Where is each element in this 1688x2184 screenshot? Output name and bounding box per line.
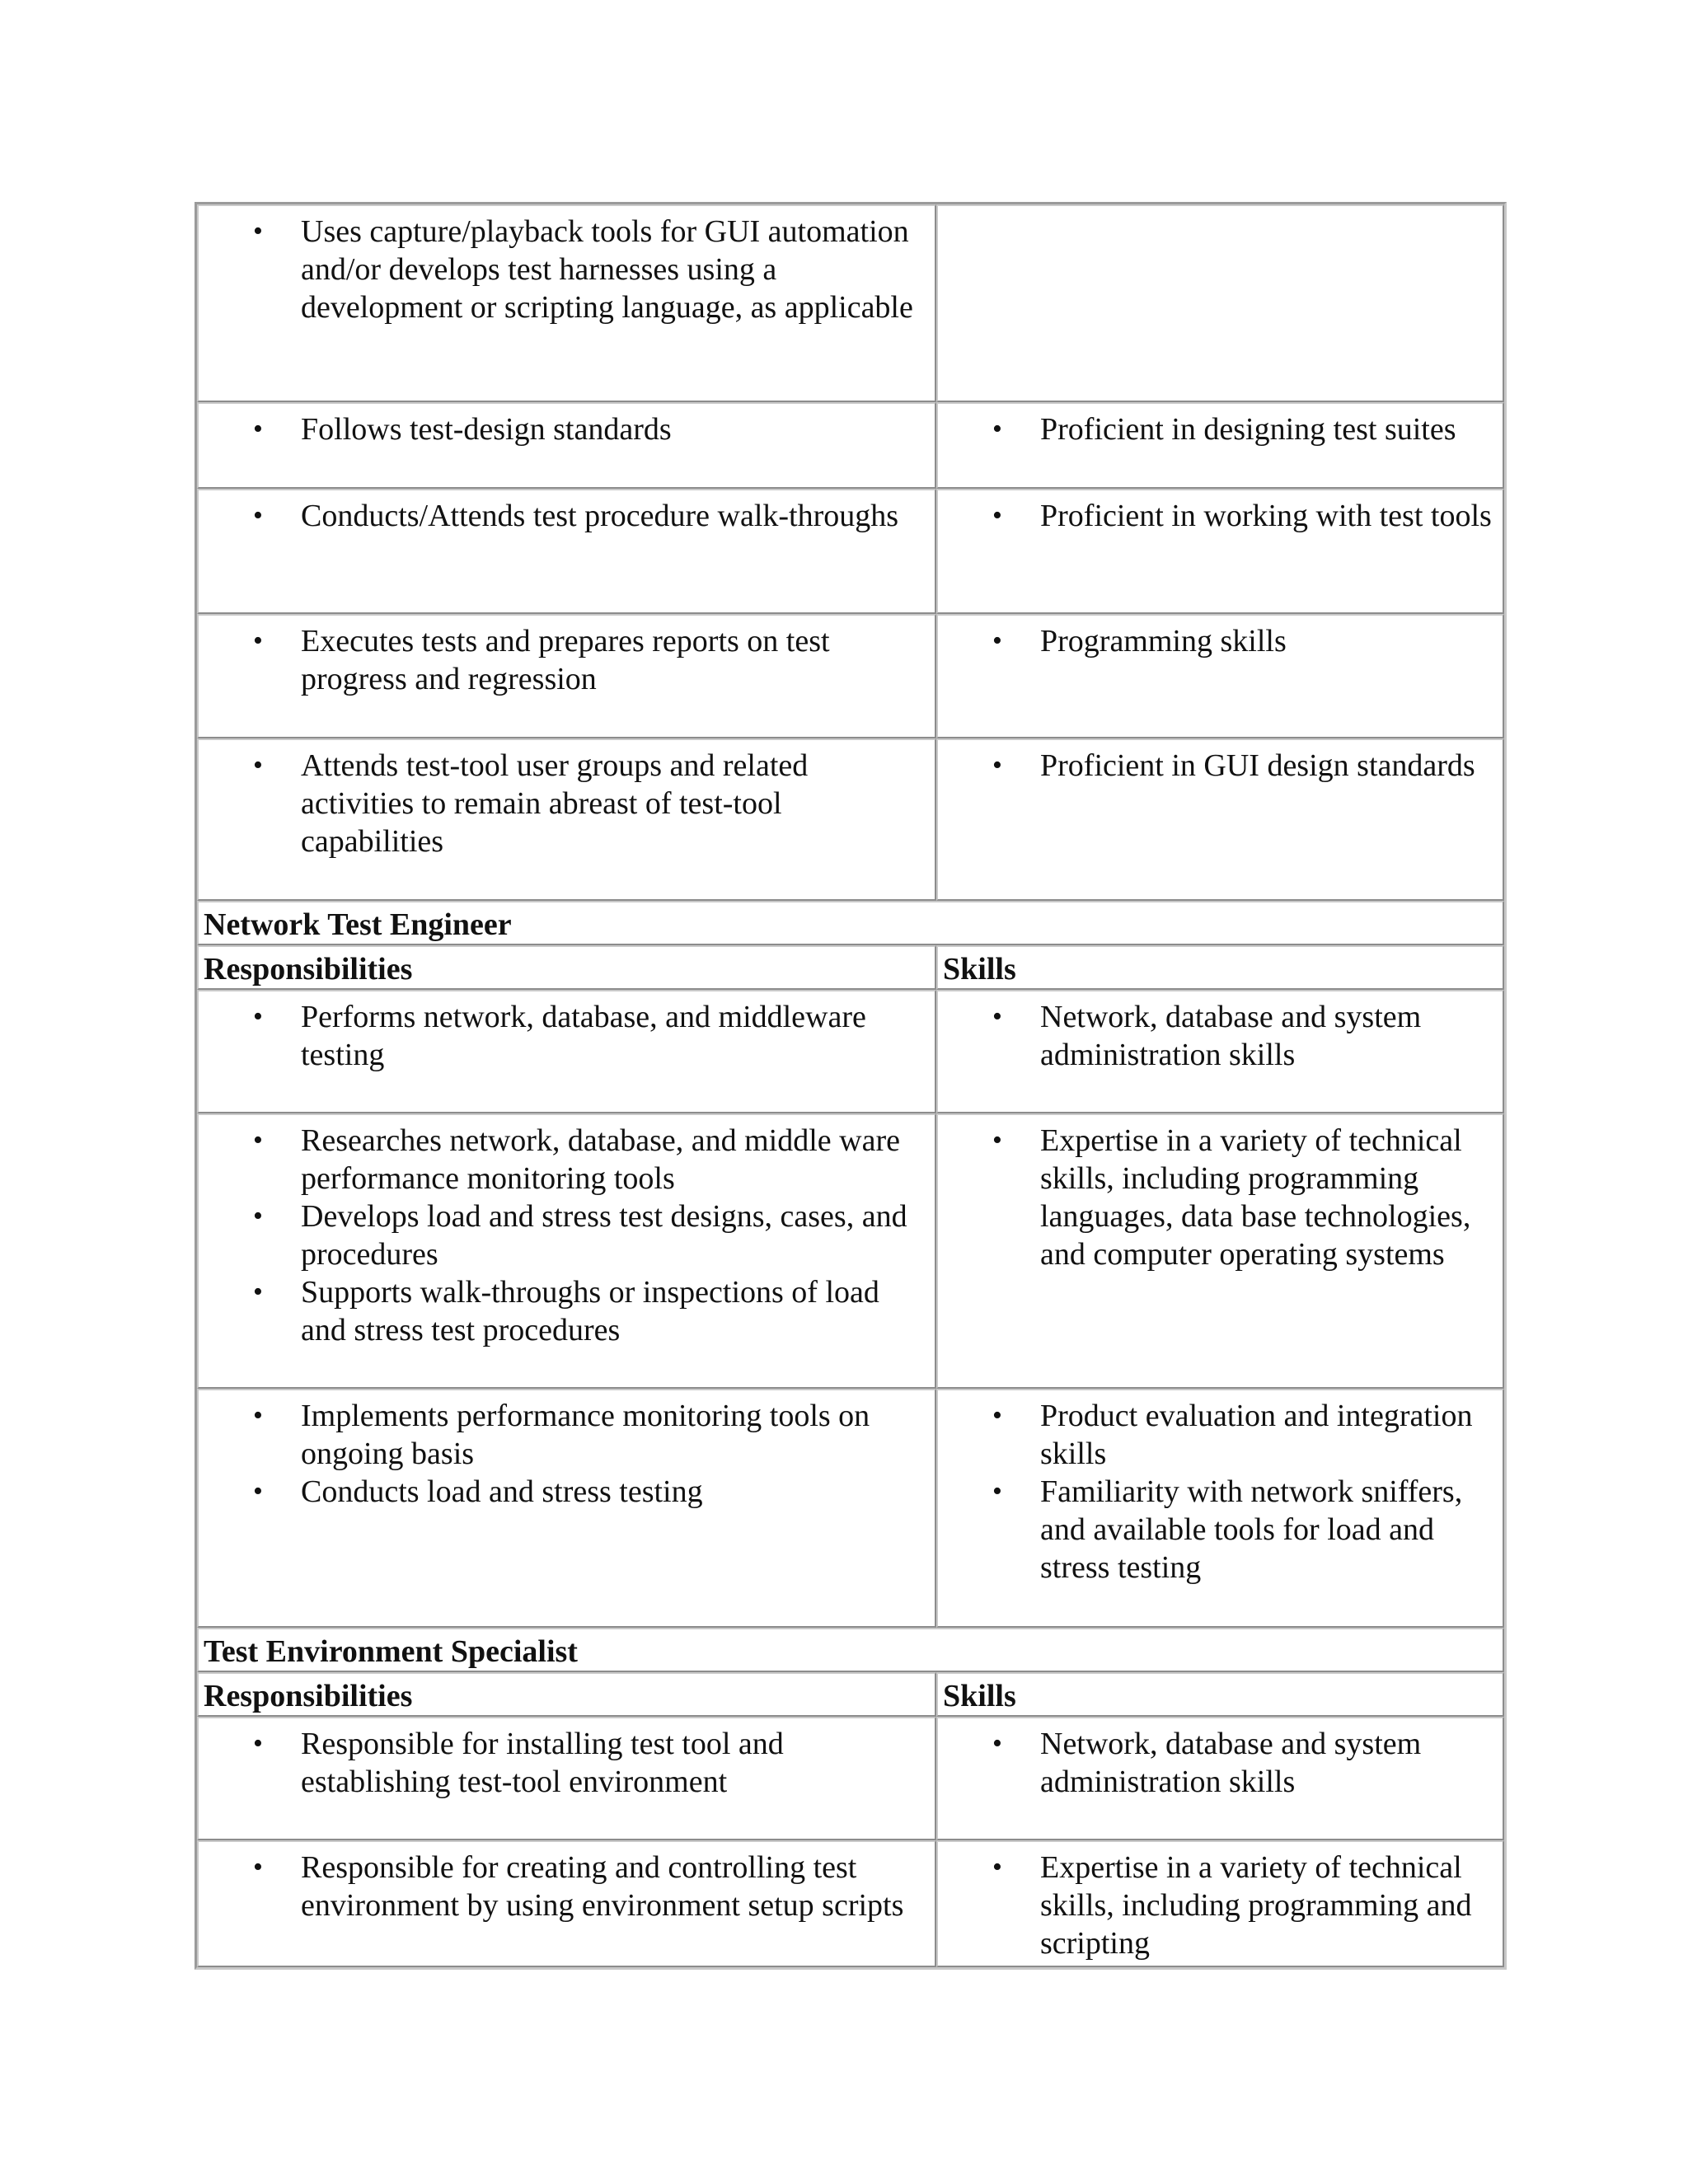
responsibilities-cell — [197, 1389, 936, 1628]
skills-cell — [936, 489, 1504, 614]
bullet-list — [199, 1725, 935, 1801]
responsibilities-header: Responsibilities — [197, 1672, 936, 1717]
list-item-text: Follows test-design standards — [301, 412, 672, 447]
bullet-icon: • — [992, 414, 1002, 444]
list-item — [199, 1397, 926, 1473]
list-item — [199, 998, 926, 1074]
bullet-list — [199, 1849, 935, 1924]
skills-cell — [936, 1389, 1504, 1628]
bullet-list — [199, 410, 935, 448]
list-item — [938, 622, 1494, 660]
column-header-row — [197, 945, 1504, 990]
list-item — [938, 998, 1494, 1074]
list-item-text: Conducts/Attends test procedure walk-throughs — [301, 499, 899, 533]
list-item-text: Proficient in working with test tools — [1040, 499, 1492, 533]
list-item-text: Uses capture/playback tools for GUI automation and/or develops test harnesses using a development or scripting language, as applicable — [301, 214, 913, 325]
bullet-list — [199, 747, 935, 860]
list-item — [199, 1197, 926, 1273]
bullet-list — [938, 497, 1503, 535]
list-item-text: Performs network, database, and middleware testing — [301, 1000, 866, 1072]
list-item-text: Proficient in GUI design standards — [1040, 748, 1475, 783]
table-row — [197, 402, 1504, 489]
list-item-text: Programming skills — [1040, 624, 1287, 658]
list-item — [199, 1273, 926, 1349]
list-item — [938, 410, 1494, 448]
list-item — [199, 410, 926, 448]
list-item-text: Expertise in a variety of technical skills, including programming languages, data base technologies, and computer operating systems — [1040, 1123, 1471, 1272]
skills-cell — [936, 204, 1504, 402]
bullet-list — [938, 998, 1503, 1074]
list-item-text: Network, database and system administration skills — [1040, 1727, 1422, 1799]
bullet-icon: • — [253, 1400, 263, 1431]
bullet-icon: • — [253, 216, 263, 246]
skills-cell — [936, 1113, 1504, 1389]
skills-cell — [936, 1840, 1504, 1967]
bullet-icon: • — [992, 750, 1002, 780]
list-item — [938, 1473, 1494, 1586]
list-item-text: Attends test-tool user groups and related activities to remain abreast of test-tool capabilities — [301, 748, 809, 859]
skills-header: Skills — [936, 1672, 1504, 1717]
bullet-icon: • — [253, 1728, 263, 1759]
list-item-text: Network, database and system administration skills — [1040, 1000, 1422, 1072]
bullet-icon: • — [253, 1125, 263, 1155]
roles-table — [195, 202, 1507, 1970]
bullet-icon: • — [253, 626, 263, 656]
bullet-icon: • — [992, 1728, 1002, 1759]
table-row — [197, 1840, 1504, 1967]
bullet-icon: • — [992, 1476, 1002, 1507]
responsibilities-cell — [197, 1113, 936, 1389]
bullet-list — [199, 213, 935, 326]
skills-cell — [936, 402, 1504, 489]
list-item-text: Implements performance monitoring tools on ongoing basis — [301, 1399, 870, 1471]
list-item — [938, 1849, 1494, 1961]
responsibilities-cell — [197, 614, 936, 738]
table-row — [197, 614, 1504, 738]
bullet-icon: • — [992, 1400, 1002, 1431]
list-item-text: Executes tests and prepares reports on test progress and regression — [301, 624, 830, 696]
table-row — [197, 204, 1504, 402]
list-item — [199, 1725, 926, 1801]
bullet-list — [938, 1725, 1503, 1801]
responsibilities-cell — [197, 402, 936, 489]
list-item — [938, 747, 1494, 785]
responsibilities-cell — [197, 1840, 936, 1967]
list-item-text: Researches network, database, and middle ware performance monitoring tools — [301, 1123, 900, 1196]
responsibilities-cell — [197, 204, 936, 402]
bullet-list — [199, 622, 935, 698]
list-item-text: Responsible for creating and controlling test environment by using environment setup scripts — [301, 1850, 904, 1923]
list-item — [938, 1397, 1494, 1473]
section-title: Network Test Engineer — [197, 901, 1504, 945]
list-item-text: Develops load and stress test designs, cases, and procedures — [301, 1199, 907, 1272]
list-item — [938, 1725, 1494, 1801]
bullet-icon: • — [253, 500, 263, 531]
skills-header: Skills — [936, 945, 1504, 990]
responsibilities-cell — [197, 990, 936, 1113]
list-item-text: Conducts load and stress testing — [301, 1474, 703, 1509]
bullet-icon: • — [253, 750, 263, 780]
bullet-icon: • — [253, 1476, 263, 1507]
list-item — [199, 497, 926, 535]
bullet-list — [938, 1122, 1503, 1273]
bullet-icon: • — [253, 414, 263, 444]
bullet-icon: • — [253, 1277, 263, 1307]
responsibilities-cell — [197, 1717, 936, 1840]
bullet-list — [938, 410, 1503, 448]
bullet-icon: • — [992, 1852, 1002, 1882]
bullet-list — [199, 497, 935, 535]
bullet-list — [938, 1397, 1503, 1586]
bullet-icon: • — [992, 1125, 1002, 1155]
table-row — [197, 1113, 1504, 1389]
bullet-icon: • — [992, 500, 1002, 531]
column-header-row — [197, 1672, 1504, 1717]
list-item — [199, 622, 926, 698]
list-item — [199, 1122, 926, 1197]
section-title-row — [197, 901, 1504, 945]
list-item-text: Proficient in designing test suites — [1040, 412, 1456, 447]
responsibilities-cell — [197, 489, 936, 614]
bullet-list — [938, 1849, 1503, 1961]
bullet-icon: • — [253, 1201, 263, 1231]
table-row — [197, 1717, 1504, 1840]
table-row — [197, 990, 1504, 1113]
skills-cell — [936, 990, 1504, 1113]
bullet-list — [938, 622, 1503, 660]
list-item — [199, 1473, 926, 1511]
section-title: Test Environment Specialist — [197, 1628, 1504, 1672]
skills-cell — [936, 1717, 1504, 1840]
list-item-text: Expertise in a variety of technical skills, including programming and scripting — [1040, 1850, 1472, 1961]
table-body — [197, 204, 1504, 1967]
list-item-text: Responsible for installing test tool and establishing test-tool environment — [301, 1727, 784, 1799]
list-item — [199, 1849, 926, 1924]
list-item — [938, 497, 1494, 535]
bullet-list — [938, 747, 1503, 785]
list-item — [199, 213, 926, 326]
bullet-list — [199, 998, 935, 1074]
bullet-list — [199, 1397, 935, 1511]
responsibilities-cell — [197, 738, 936, 901]
section-title-row — [197, 1628, 1504, 1672]
bullet-icon: • — [992, 626, 1002, 656]
bullet-icon: • — [253, 1852, 263, 1882]
bullet-list — [199, 1122, 935, 1349]
bullet-icon: • — [992, 1001, 1002, 1032]
list-item-text: Familiarity with network sniffers, and available tools for load and stress testing — [1040, 1474, 1463, 1585]
skills-cell — [936, 614, 1504, 738]
table-row — [197, 1389, 1504, 1628]
list-item — [938, 1122, 1494, 1273]
list-item-text: Product evaluation and integration skills — [1040, 1399, 1473, 1471]
skills-cell — [936, 738, 1504, 901]
list-item — [199, 747, 926, 860]
responsibilities-header: Responsibilities — [197, 945, 936, 990]
bullet-icon: • — [253, 1001, 263, 1032]
table-row — [197, 489, 1504, 614]
list-item-text: Supports walk-throughs or inspections of load and stress test procedures — [301, 1275, 879, 1347]
table-row — [197, 738, 1504, 901]
